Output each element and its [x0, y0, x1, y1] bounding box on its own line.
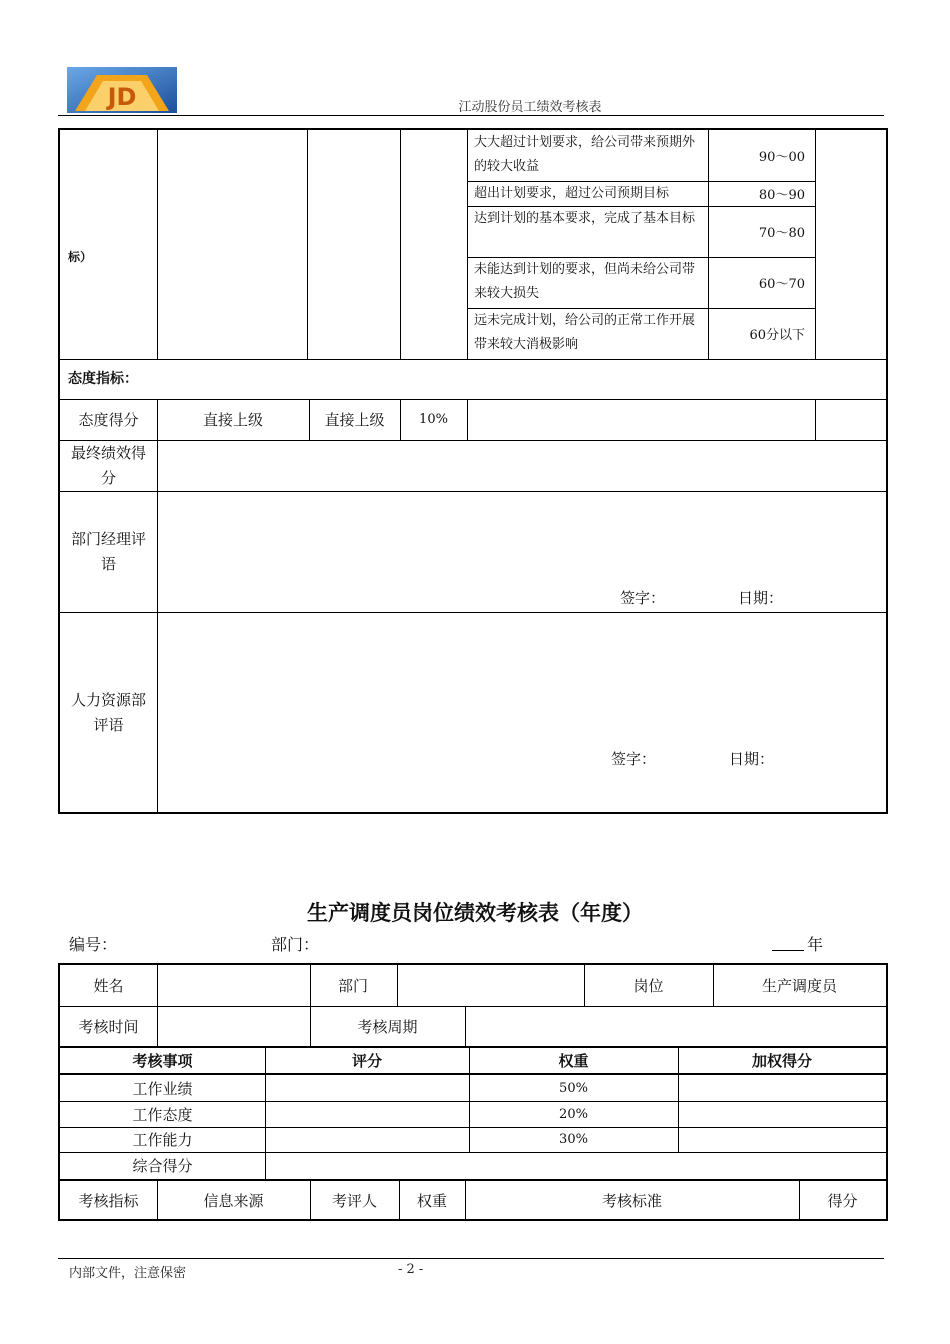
summary-weighted-field[interactable]: [679, 1076, 885, 1100]
dept-field[interactable]: [398, 966, 583, 1005]
eval-period-label: 考核周期: [357, 1017, 418, 1036]
summary-weighted-field[interactable]: [679, 1128, 885, 1151]
criteria-text: 远未完成计划，给公司的正常工作开展带来较大消极影响: [474, 313, 696, 352]
date-label: 日期：: [729, 750, 775, 768]
summary-weight: 20%: [559, 1106, 588, 1122]
col-divider: [400, 130, 401, 359]
criteria-text: 未能达到计划的要求，但尚未给公司带来较大损失: [474, 262, 696, 301]
position-value: 生产调度员: [761, 977, 837, 995]
eval-time-field[interactable]: [158, 1007, 309, 1045]
criteria-score: 60分以下: [749, 328, 805, 343]
indicator-label-fragment: 标）: [68, 250, 93, 264]
eval-period-field[interactable]: [466, 1007, 884, 1045]
detail-header-score: 得分: [827, 1191, 858, 1210]
total-score-field[interactable]: [266, 1153, 885, 1178]
dept-label: 部门: [338, 977, 369, 995]
detail-header-indicator: 考核指标: [78, 1191, 139, 1210]
summary-weight: 50%: [559, 1080, 588, 1096]
col-divider: [307, 130, 308, 359]
summary-item: 工作态度: [132, 1105, 193, 1124]
position-label: 岗位: [633, 977, 664, 995]
detail-header-source: 信息来源: [203, 1191, 264, 1210]
total-score-label: 综合得分: [132, 1157, 193, 1175]
attitude-weight: 10%: [419, 412, 448, 427]
eval-time-label: 考核时间: [78, 1017, 139, 1036]
summary-weight: 30%: [559, 1132, 588, 1147]
evaluation-form-table: [58, 963, 888, 1221]
header-divider: [58, 115, 884, 116]
attitude-evaluator: 直接上级: [324, 411, 385, 429]
col-divider: [815, 130, 816, 359]
sign-label: 签字：: [611, 750, 657, 768]
date-label: 日期：: [738, 589, 784, 607]
detail-header-weight: 权重: [416, 1191, 447, 1210]
header-title: 江动股份员工绩效考核表: [458, 100, 602, 115]
attitude-section-label: 态度指标：: [68, 371, 138, 387]
col-divider: [157, 130, 158, 359]
summary-weighted-field[interactable]: [679, 1102, 885, 1126]
final-score-field[interactable]: [158, 441, 884, 490]
criteria-score: 70～80: [758, 226, 805, 241]
number-label: 编号：: [69, 935, 118, 954]
name-label: 姓名: [93, 977, 124, 995]
summary-score-field[interactable]: [266, 1076, 468, 1100]
criteria-score: 60～70: [758, 277, 805, 292]
criteria-score: 90～00: [758, 150, 805, 165]
continued-evaluation-table: [58, 128, 888, 814]
criteria-text: 达到计划的基本要求，完成了基本目标: [474, 211, 696, 226]
sign-label: 签字：: [620, 589, 666, 607]
criteria-text: 超出计划要求，超过公司预期目标: [474, 186, 670, 201]
detail-header-standard: 考核标准: [601, 1191, 662, 1210]
col-divider: [467, 130, 468, 359]
form-title: 生产调度员岗位绩效考核表（年度）: [307, 901, 643, 925]
year-underline[interactable]: [772, 950, 804, 951]
footer-confidential: 内部文件，注意保密: [69, 1266, 187, 1281]
summary-item: 工作业绩: [132, 1079, 193, 1098]
year-label: 年: [807, 935, 824, 954]
attitude-score-label: 态度得分: [78, 411, 139, 429]
attitude-source: 直接上级: [202, 411, 263, 429]
summary-item: 工作能力: [132, 1131, 193, 1149]
hr-comment-label: 人力资源部评语: [70, 691, 146, 734]
attitude-standard-field[interactable]: [468, 400, 814, 439]
company-logo: [67, 67, 177, 113]
attitude-score-field[interactable]: [816, 400, 884, 439]
row-divider: [60, 359, 886, 360]
name-field[interactable]: [158, 966, 309, 1005]
svg-text:JD: JD: [107, 83, 137, 111]
summary-header-score: 评分: [351, 1052, 382, 1070]
dept-manager-comment-label: 部门经理评语: [70, 529, 146, 573]
criteria-score: 80～90: [758, 188, 805, 203]
department-label: 部门：: [271, 935, 320, 954]
criteria-text: 大大超过计划要求，给公司带来预期外的较大收益: [474, 135, 696, 174]
page-number: - 2 -: [398, 1262, 424, 1277]
summary-score-field[interactable]: [266, 1102, 468, 1126]
hr-comment-field[interactable]: [158, 613, 884, 813]
final-score-label: 最终绩效得分: [70, 443, 146, 487]
summary-header-weight: 权重: [558, 1052, 589, 1070]
summary-header-weighted: 加权得分: [751, 1052, 812, 1070]
summary-header-item: 考核事项: [132, 1052, 193, 1070]
summary-score-field[interactable]: [266, 1128, 468, 1151]
footer-divider: [58, 1258, 884, 1259]
detail-header-evaluator: 考评人: [331, 1191, 377, 1210]
